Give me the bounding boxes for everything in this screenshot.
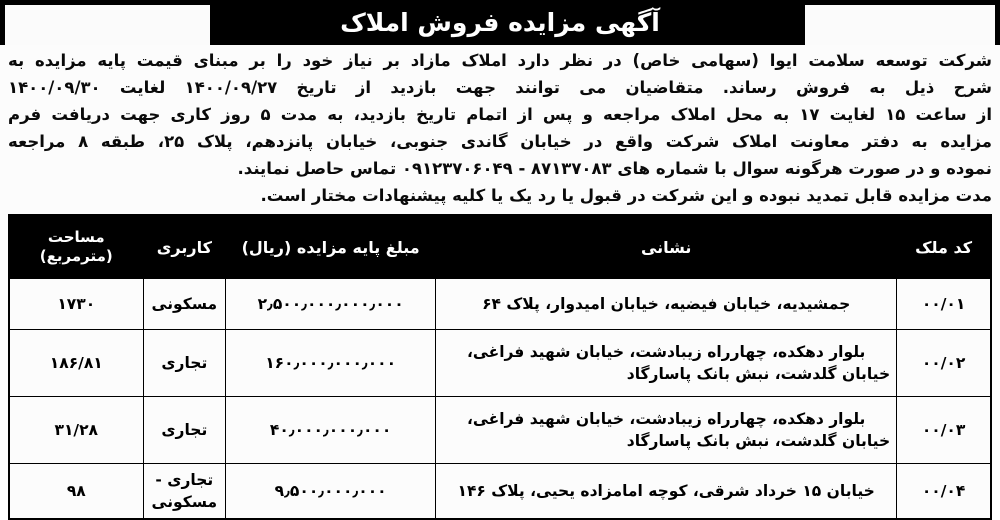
column-header-area-sub: (مترمربع) <box>39 247 113 265</box>
cell-amount: ۹٫۵۰۰٫۰۰۰٫۰۰۰ <box>226 464 436 520</box>
cell-address-line-2: خیابان گلدشت، نبش بانک پاسارگاد <box>626 432 891 450</box>
cell-code: ۰۰/۰۳ <box>897 397 991 464</box>
cell-usage: تجاری - مسکونی <box>143 464 226 520</box>
cell-address-line-2: خیابان گلدشت، نبش بانک پاسارگاد <box>626 365 891 383</box>
notice-body-line-6: مدت مزایده قابل تمدید نبوده و این شرکت در قبول یا رد یک یا کلیه پیشنهادات مختار است. <box>260 186 992 205</box>
cell-area: ۱۷۳۰ <box>9 279 143 330</box>
cell-code: ۰۰/۰۴ <box>897 464 991 520</box>
table-body <box>9 279 991 520</box>
table-header <box>9 215 991 279</box>
table-row <box>9 330 991 397</box>
column-header-area <box>9 215 143 279</box>
cell-address <box>436 330 897 397</box>
column-header-amount: مبلغ پایه مزایده (ریال) <box>226 215 436 279</box>
notice-body-line-3: از ساعت ۱۵ لغایت ۱۷ به محل املاک مراجعه و پس از اتمام تاریخ بازدید، به مدت ۵ روز کاری جهت دریافت فرم <box>8 105 992 124</box>
table-header-row <box>9 215 991 279</box>
notice-body-line-2: شرح ذیل به فروش رساند. متقاضیان می توانند جهت بازدید از تاریخ ۱۴۰۰/۰۹/۲۷ لغایت ۱۴۰۰/۰۹/۳۰ <box>8 78 992 97</box>
properties-table <box>8 214 992 520</box>
table-row <box>9 279 991 330</box>
column-header-address: نشانی <box>436 215 897 279</box>
cell-address-line-1: بلوار دهکده، چهارراه زیبادشت، خیابان شهید فراغی، <box>467 343 866 361</box>
cell-address-line-1: بلوار دهکده، چهارراه زیبادشت، خیابان شهید فراغی، <box>467 410 866 428</box>
cell-address-line-1: خیابان ۱۵ خرداد شرقی، کوچه امامزاده یحیی، پلاک ۱۴۶ <box>457 482 875 500</box>
notice-body-line-1: شرکت توسعه سلامت ایوا (سهامی خاص) در نظر دارد املاک مازاد بر نیاز خود را بر مبنای قیمت پایه مزایده به <box>8 51 992 70</box>
notice-body-line-4: مزایده به دفتر معاونت املاک شرکت واقع در خیابان گاندی جنوبی، خیابان پانزدهم، پلاک ۲۵، طبقه ۸ مراجعه <box>8 132 993 151</box>
column-header-code: کد ملک <box>897 215 991 279</box>
notice-body-line-5: نموده و در صورت هرگونه سوال با شماره های ۸۷۱۳۷۰۸۳ - ۰۹۱۲۳۷۰۶۰۴۹ تماس حاصل نمایند. <box>237 159 992 178</box>
cell-area: ۳۱/۲۸ <box>9 397 143 464</box>
notice-body <box>8 47 992 210</box>
cell-address <box>436 464 897 520</box>
cell-amount: ۴۰٫۰۰۰٫۰۰۰٫۰۰۰ <box>226 397 436 464</box>
cell-address-line-1: جمشیدیه، خیابان فیضیه، خیابان امیدوار، پلاک ۶۴ <box>482 295 851 313</box>
cell-area: ۹۸ <box>9 464 143 520</box>
cell-address <box>436 397 897 464</box>
cell-code: ۰۰/۰۱ <box>897 279 991 330</box>
cell-usage: مسکونی <box>143 279 226 330</box>
table-row <box>9 397 991 464</box>
cell-code: ۰۰/۰۲ <box>897 330 991 397</box>
cell-address <box>436 279 897 330</box>
cell-area: ۱۸۶/۸۱ <box>9 330 143 397</box>
page-title: آگهی مزایده فروش املاک <box>340 8 660 37</box>
cell-usage: تجاری <box>143 330 226 397</box>
column-header-area-main: مساحت <box>47 228 105 246</box>
cell-usage: تجاری <box>143 397 226 464</box>
table-row <box>9 464 991 520</box>
cell-amount: ۱۶۰٫۰۰۰٫۰۰۰٫۰۰۰ <box>226 330 436 397</box>
column-header-usage: کاربری <box>143 215 226 279</box>
header-band <box>0 0 1000 45</box>
cell-amount: ۲٫۵۰۰٫۰۰۰٫۰۰۰٫۰۰۰ <box>226 279 436 330</box>
